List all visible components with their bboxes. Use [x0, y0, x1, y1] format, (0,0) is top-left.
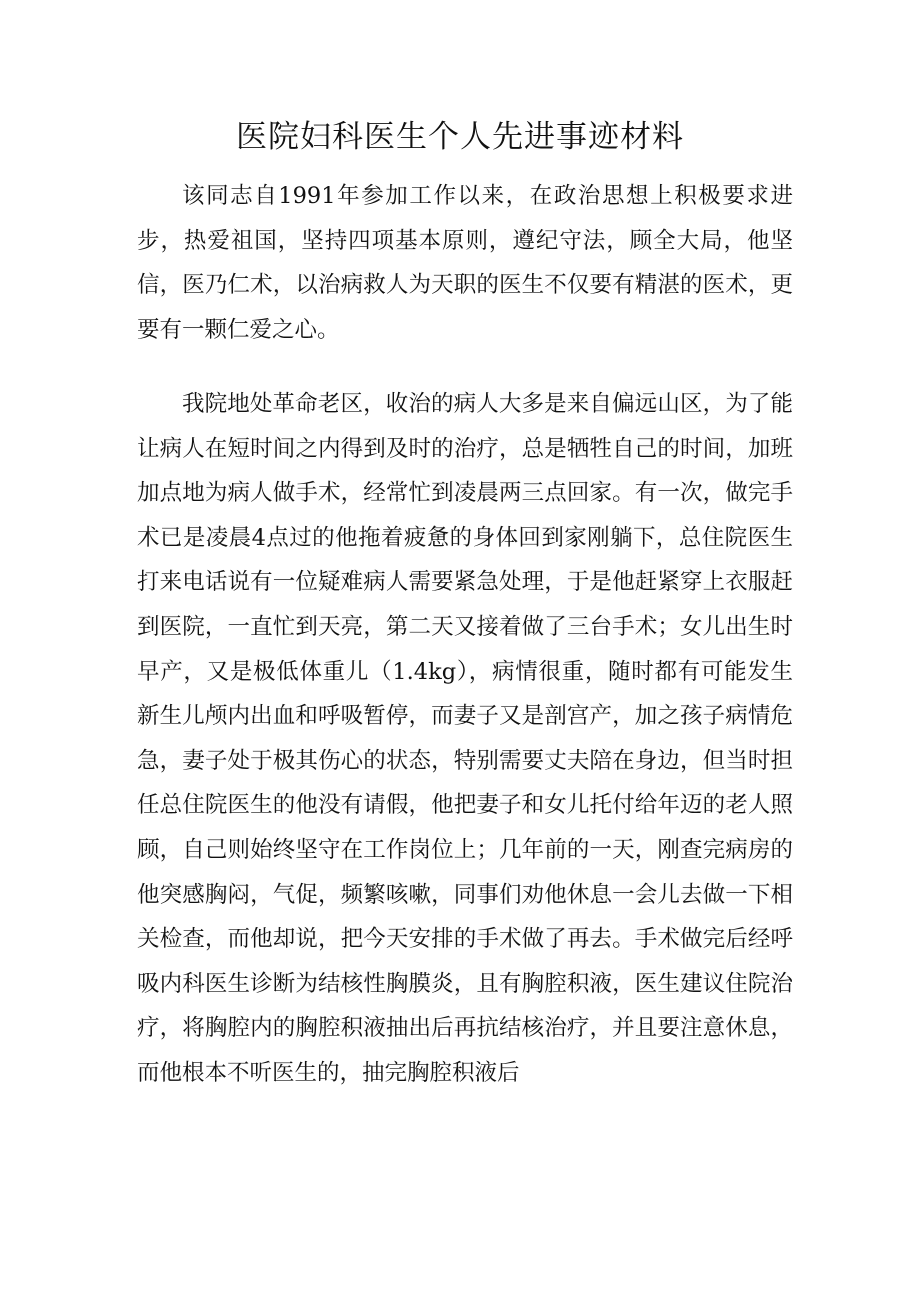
paragraph-2: 我院地处革命老区，收治的病人大多是来自偏远山区，为了能让病人在短时间之内得到及时的治疗，总是牺牲自己的时间，加班加点地为病人做手术，经常忙到凌晨两三点回家。有一次，做完手术已是凌晨4点过的他拖着疲惫的身体回到家刚躺下，总住院医生打来电话说有一位疑难病人需要紧急处理，于是他赶紧穿上衣服赶到医院，一直忙到天亮，第二天又接着做了三台手术；女儿出生时早产，又是极低体重儿（1.4kg），病情很重，随时都有可能发生新生儿颅内出血和呼吸暂停，而妻子又是剖宫产，加之孩子病情危急，妻子处于极其伤心的状态，特别需要丈夫陪在身边，但当时担任总住院医生的他没有请假，他把妻子和女儿托付给年迈的老人照顾，自己则始终坚守在工作岗位上；几年前的一天，刚查完病房的他突感胸闷，气促，频繁咳嗽，同事们劝他休息一会儿去做一下相关检查，而他却说，把今天安排的手术做了再去。手术做完后经呼吸内科医生诊断为结核性胸膜炎，且有胸腔积液，医生建议住院治疗，将胸腔内的胸腔积液抽出后再抗结核治疗，并且要注意休息，而他根本不听医生的，抽完胸腔积液后 [137, 391, 793, 1086]
document-title: 医院妇科医生个人先进事迹材料 [236, 119, 684, 155]
paragraph-1: 该同志自1991年参加工作以来，在政治思想上积极要求进步，热爱祖国，坚持四项基本原则，遵纪守法，顾全大局，他坚信，医乃仁术，以治病救人为天职的医生不仅要有精湛的医术，更要有一颗仁爱之心。 [137, 183, 793, 343]
